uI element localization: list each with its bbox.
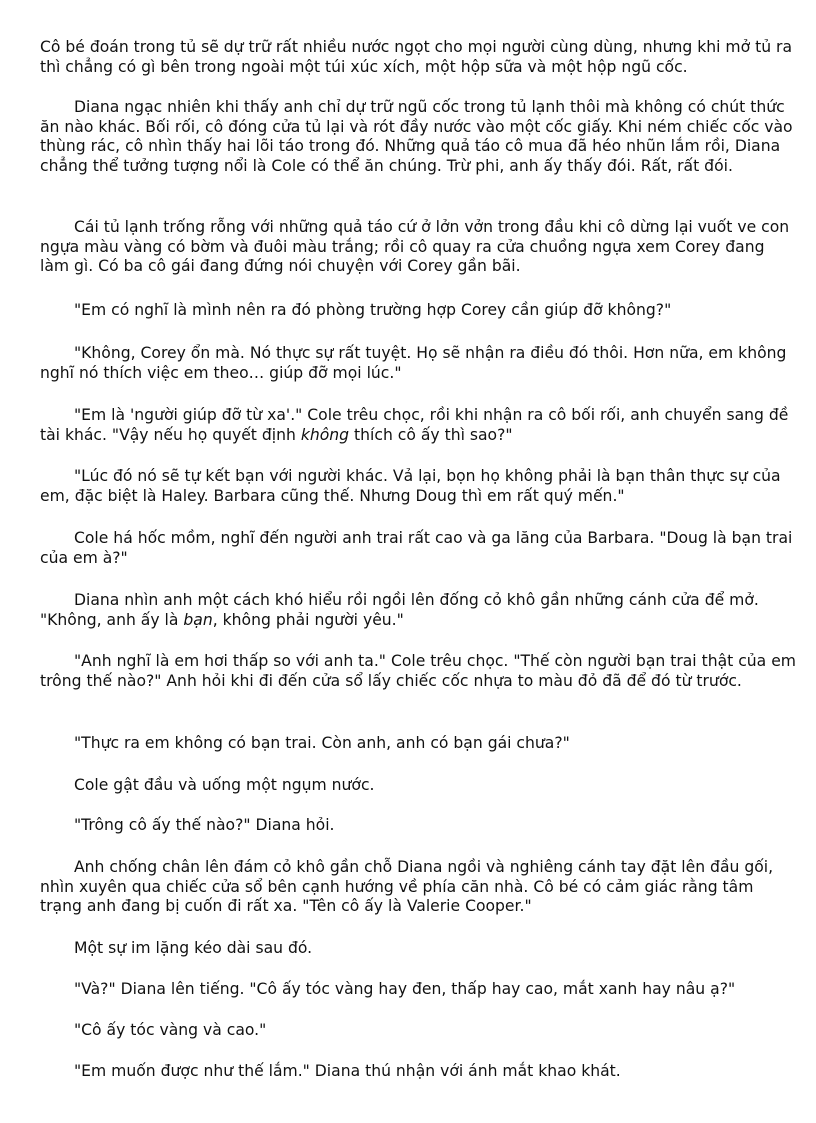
paragraph-6: "Em là 'người giúp đỡ từ xa'." Cole trêu chọc, rồi khi nhận ra cô bối rối, anh chuyển sang đề tài khác. "Vậy nếu họ quyết định không thích cô ấy thì sao?" xyxy=(40,406,789,444)
paragraph-18: "Em muốn được như thế lắm." Diana thú nhận với ánh mắt khao khát. xyxy=(74,1062,621,1080)
paragraph-17: "Cô ấy tóc vàng và cao." xyxy=(74,1021,267,1039)
paragraph-15: Một sự im lặng kéo dài sau đó. xyxy=(74,939,313,957)
paragraph-11: "Thực ra em không có bạn trai. Còn anh, anh có bạn gái chưa?" xyxy=(74,734,570,752)
paragraph-13: "Trông cô ấy thế nào?" Diana hỏi. xyxy=(74,816,335,834)
paragraph-3: Cái tủ lạnh trống rỗng với những quả táo cứ ở lởn vởn trong đầu khi cô dừng lại vuốt ve con ngựa màu vàng có bờm và đuôi màu trắng; rồi cô quay ra cửa chuồng ngựa xem Corey đang làm gì. Có ba cô gái đang đứng nói chuyện với Corey gần bãi. xyxy=(40,218,790,276)
paragraph-1: Cô bé đoán trong tủ sẽ dự trữ rất nhiều nước ngọt cho mọi người cùng dùng, nhưng khi mở tủ ra thì chẳng có gì bên trong ngoài một túi xúc xích, một hộp sữa và một hộp ngũ cốc. xyxy=(40,38,793,76)
paragraph-16: "Và?" Diana lên tiếng. "Cô ấy tóc vàng hay đen, thấp hay cao, mắt xanh hay nâu ạ?" xyxy=(74,980,736,998)
paragraph-5: "Không, Corey ổn mà. Nó thực sự rất tuyệt. Họ sẽ nhận ra điều đó thôi. Hơn nữa, em không nghĩ nó thích việc em theo… giúp đỡ mọi lúc." xyxy=(40,344,787,382)
paragraph-8: Cole há hốc mồm, nghĩ đến người anh trai rất cao và ga lăng của Barbara. "Doug là bạn trai của em à?" xyxy=(40,529,793,567)
paragraph-2: Diana ngạc nhiên khi thấy anh chỉ dự trữ ngũ cốc trong tủ lạnh thôi mà không có chút thức ăn nào khác. Bối rối, cô đóng cửa tủ lại và rót đầy nước vào một cốc giấy. Khi ném chiếc cốc vào thùng rác, cô nhìn thấy hai lõi táo trong đó. Những quả táo cô mua đã héo nhũn lắm rồi, Diana chẳng thể tưởng tượng nổi là Cole có thể ăn chúng. Trừ phi, anh ấy thấy đói. Rất, rất đói. xyxy=(40,98,793,175)
paragraph-7: "Lúc đó nó sẽ tự kết bạn với người khác. Vả lại, bọn họ không phải là bạn thân thực sự của em, đặc biệt là Haley. Barbara cũng thế. Nhưng Doug thì em rất quý mến." xyxy=(40,467,781,505)
paragraph-9: Diana nhìn anh một cách khó hiểu rồi ngồi lên đống cỏ khô gần những cánh cửa để mở. "Không, anh ấy là bạn, không phải người yêu." xyxy=(40,591,759,629)
paragraph-12: Cole gật đầu và uống một ngụm nước. xyxy=(74,776,375,794)
paragraph-4: "Em có nghĩ là mình nên ra đó phòng trường hợp Corey cần giúp đỡ không?" xyxy=(74,301,672,319)
paragraph-10: "Anh nghĩ là em hơi thấp so với anh ta." Cole trêu chọc. "Thế còn người bạn trai thật của em trông thế nào?" Anh hỏi khi đi đến cửa sổ lấy chiếc cốc nhựa to màu đỏ đã để đó từ trước. xyxy=(40,652,796,690)
paragraph-14: Anh chống chân lên đám cỏ khô gần chỗ Diana ngồi và nghiêng cánh tay đặt lên đầu gối, nhìn xuyên qua chiếc cửa sổ bên cạnh hướng về phía căn nhà. Cô bé có cảm giác rằng tâm trạng anh đang bị cuốn đi rất xa. "Tên cô ấy là Valerie Cooper." xyxy=(40,858,774,916)
